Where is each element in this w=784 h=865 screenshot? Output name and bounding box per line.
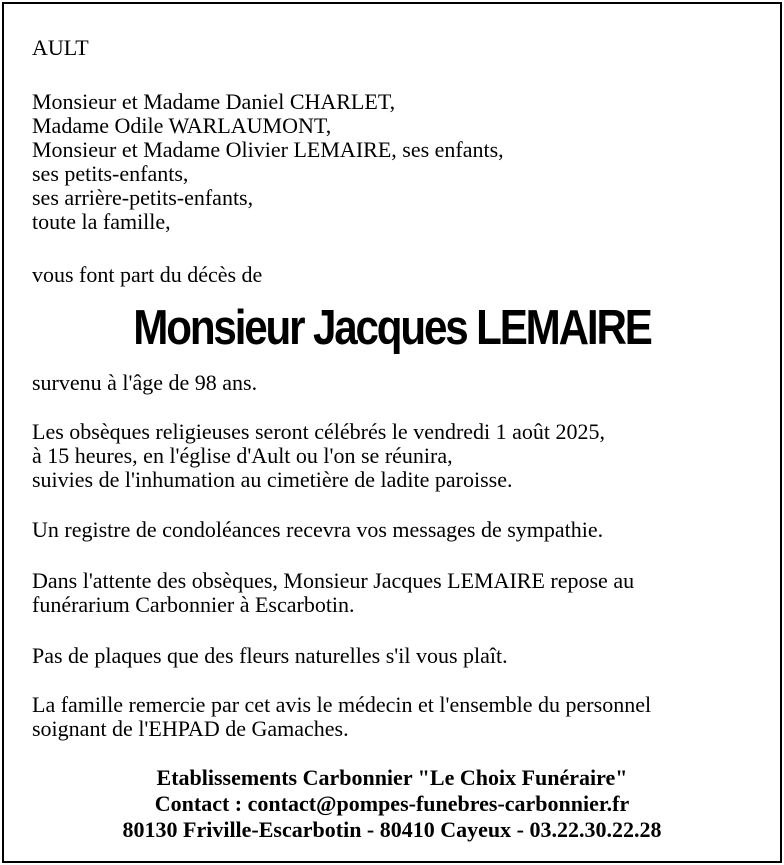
flowers-paragraph <box>32 644 508 668</box>
age-line: survenu à l'âge de 98 ans. <box>32 370 258 395</box>
obituary-notice <box>2 2 782 863</box>
thanks-line: La famille remercie par cet avis le médecin et l'ensemble du personnel <box>32 692 652 717</box>
funeral-line: Les obsèques religieuses seront célébrés le vendredi 1 août 2025, <box>32 419 606 444</box>
family-line: Madame Odile WARLAUMONT, <box>32 113 332 138</box>
funeral-line: à 15 heures, en l'église d'Ault ou l'on se réunira, <box>32 443 453 468</box>
registry-line: Un registre de condoléances recevra vos messages de sympathie. <box>32 517 604 542</box>
age-paragraph <box>32 371 257 395</box>
funeral-paragraph <box>32 420 605 492</box>
rest-paragraph <box>32 569 634 617</box>
funeral-line: suivies de l'inhumation au cimetière de ladite paroisse. <box>32 467 513 492</box>
announcement <box>32 263 262 287</box>
footer-address: 80130 Friville-Escarbotin - 80410 Cayeux - 03.22.30.22.28 <box>122 817 662 842</box>
location-heading <box>32 36 89 60</box>
rest-line: Dans l'attente des obsèques, Monsieur Jacques LEMAIRE repose au <box>32 568 635 593</box>
registry-paragraph <box>32 518 603 542</box>
family-line: ses arrière-petits-enfants, <box>32 185 254 210</box>
family-line: toute la famille, <box>32 209 171 234</box>
family-line: ses petits-enfants, <box>32 161 189 186</box>
family-list <box>32 90 504 234</box>
announcement-text: vous font part du décès de <box>32 262 263 287</box>
funeral-home-footer <box>4 765 780 843</box>
thanks-paragraph <box>32 693 651 741</box>
family-line: Monsieur et Madame Olivier LEMAIRE, ses enfants, <box>32 137 504 162</box>
footer-company: Etablissements Carbonnier "Le Choix Funéraire" <box>156 765 628 790</box>
footer-contact: Contact : contact@pompes-funebres-carbonnier.fr <box>154 791 630 816</box>
deceased-name: Monsieur Jacques LEMAIRE <box>133 301 651 355</box>
family-line: Monsieur et Madame Daniel CHARLET, <box>32 89 396 114</box>
flowers-line: Pas de plaques que des fleurs naturelles s'il vous plaît. <box>32 643 508 668</box>
thanks-line: soignant de l'EHPAD de Gamaches. <box>32 716 349 741</box>
rest-line: funérarium Carbonnier à Escarbotin. <box>32 592 355 617</box>
location: AULT <box>32 35 89 60</box>
